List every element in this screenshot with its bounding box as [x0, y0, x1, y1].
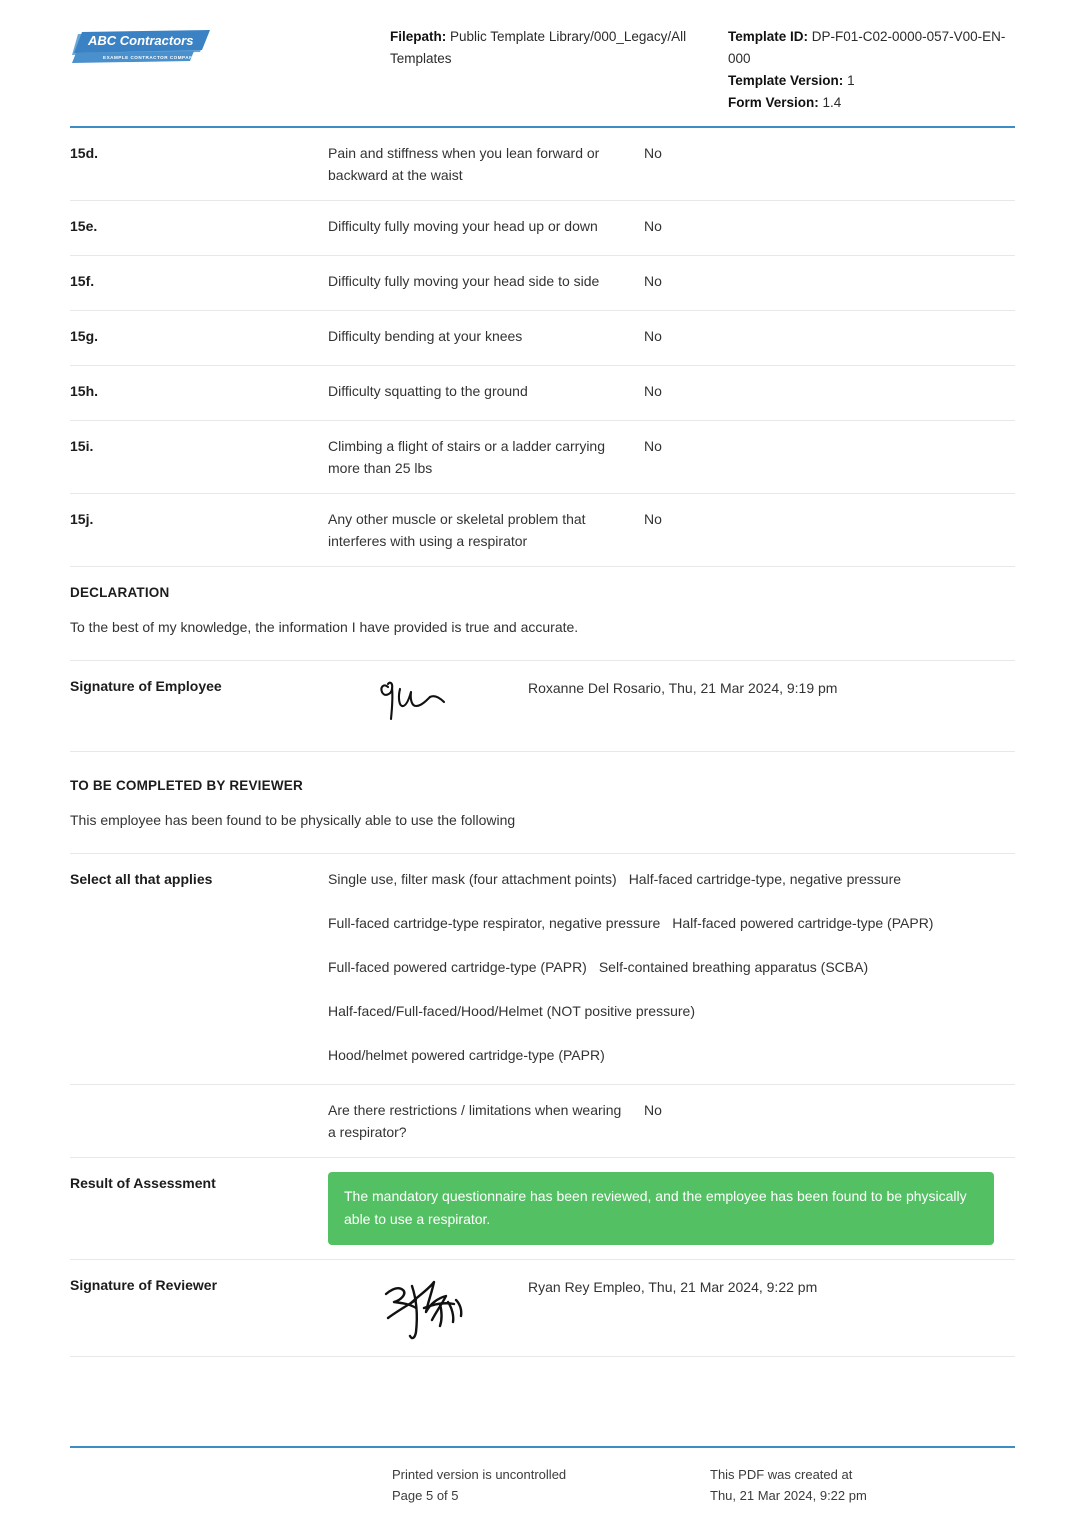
question-number: 15d. — [70, 145, 99, 161]
reviewer-signature-image — [328, 1274, 528, 1346]
option-line — [328, 1000, 1015, 1044]
employee-signature-row — [70, 661, 1015, 752]
template-id-value: DP-F01-C02-0000-057-V00-EN-000 — [728, 29, 1006, 66]
pdf-created-label: This PDF was created at — [710, 1467, 853, 1482]
question-number: 15i. — [70, 438, 94, 454]
header-metadata — [390, 22, 1015, 114]
option-item: Half-faced cartridge-type, negative pressure — [628, 871, 902, 887]
question-answer: No — [644, 145, 662, 161]
declaration-heading: DECLARATION — [70, 585, 170, 600]
template-id-line — [728, 26, 1015, 70]
option-item: Half-faced powered cartridge-type (PAPR) — [672, 915, 934, 931]
template-version-line — [728, 70, 1015, 92]
footer-spacer — [70, 1464, 392, 1506]
signature-icon — [376, 675, 468, 727]
table-row — [70, 128, 1015, 201]
respirator-options-list — [328, 868, 1015, 1066]
option-item: Full-faced powered cartridge-type (PAPR) — [328, 959, 587, 975]
select-all-label: Select all that applies — [70, 871, 213, 887]
declaration-statement: To the best of my knowledge, the information I have provided is true and accurate. — [70, 600, 1015, 661]
restrictions-row — [70, 1085, 1015, 1158]
question-text: Climbing a flight of stairs or a ladder carrying more than 25 lbs — [328, 438, 606, 476]
option-line — [328, 868, 1015, 912]
employee-signature-name: Roxanne Del Rosario, Thu, 21 Mar 2024, 9:19 pm — [528, 680, 838, 696]
question-number: 15f. — [70, 273, 95, 289]
question-text: Pain and stiffness when you lean forward or backward at the waist — [328, 145, 600, 183]
option-item: Single use, filter mask (four attachment points) — [328, 871, 617, 887]
result-label: Result of Assessment — [70, 1175, 216, 1191]
table-row — [70, 421, 1015, 494]
question-answer: No — [644, 383, 662, 399]
document-footer — [0, 1446, 1085, 1506]
result-of-assessment-row — [70, 1158, 1015, 1260]
restrictions-answer: No — [644, 1102, 662, 1118]
filepath-label: Filepath: — [390, 29, 447, 44]
option-item: Hood/helmet powered cartridge-type (PAPR) — [328, 1047, 605, 1063]
logo-brand-text: ABC Contractors — [88, 33, 194, 48]
filepath-block — [390, 26, 710, 114]
option-line — [328, 912, 1015, 956]
form-version-label: Form Version: — [728, 95, 819, 110]
pdf-created-value: Thu, 21 Mar 2024, 9:22 pm — [710, 1488, 867, 1503]
filepath-value: Public Template Library/000_Legacy/All Templates — [390, 29, 687, 66]
template-block — [728, 26, 1015, 114]
table-row — [70, 256, 1015, 311]
table-row — [70, 201, 1015, 256]
page-number: Page 5 of 5 — [392, 1488, 459, 1503]
company-logo — [70, 22, 390, 66]
question-answer: No — [644, 438, 662, 454]
template-version-value: 1 — [847, 73, 855, 88]
form-version-value: 1.4 — [822, 95, 842, 110]
question-number: 15g. — [70, 328, 99, 344]
question-text: Difficulty bending at your knees — [328, 328, 523, 344]
reviewer-statement: This employee has been found to be physically able to use the following — [70, 793, 1015, 854]
question-answer: No — [644, 511, 662, 527]
signature-icon — [376, 1274, 486, 1346]
reviewer-heading: TO BE COMPLETED BY REVIEWER — [70, 778, 303, 793]
status-badge: The mandatory questionnaire has been reviewed, and the employee has been found to be physically able to use a respirator. — [328, 1172, 994, 1245]
restrictions-question: Are there restrictions / limitations when wearing a respirator? — [328, 1102, 622, 1140]
reviewer-signature-name: Ryan Rey Empleo, Thu, 21 Mar 2024, 9:22 pm — [528, 1279, 818, 1295]
printed-notice: Printed version is uncontrolled — [392, 1467, 567, 1482]
logo-banner-icon — [70, 30, 212, 66]
form-version-line — [728, 92, 1015, 114]
option-item: Full-faced cartridge-type respirator, negative pressure — [328, 915, 661, 931]
filepath-line — [390, 26, 710, 70]
employee-signature-image — [328, 675, 528, 727]
footer-left-block — [392, 1464, 710, 1506]
table-row — [70, 311, 1015, 366]
question-text: Any other muscle or skeletal problem that interferes with using a respirator — [328, 511, 586, 549]
option-item: Half-faced/Full-faced/Hood/Helmet (NOT positive pressure) — [328, 1003, 695, 1019]
select-all-row — [70, 854, 1015, 1085]
template-id-label: Template ID: — [728, 29, 809, 44]
table-row — [70, 366, 1015, 421]
employee-signature-label: Signature of Employee — [70, 678, 222, 694]
template-version-label: Template Version: — [728, 73, 844, 88]
question-text: Difficulty squatting to the ground — [328, 383, 528, 399]
question-answer: No — [644, 273, 662, 289]
questions-table — [70, 128, 1015, 567]
question-answer: No — [644, 218, 662, 234]
document-header — [0, 0, 1085, 114]
question-number: 15h. — [70, 383, 99, 399]
logo-tagline-text: EXAMPLE CONTRACTOR COMPANY — [103, 55, 197, 60]
question-number: 15j. — [70, 511, 94, 527]
document-content — [0, 128, 1085, 1357]
question-number: 15e. — [70, 218, 98, 234]
table-row — [70, 494, 1015, 567]
footer-right-block — [710, 1464, 1015, 1506]
option-item: Self-contained breathing apparatus (SCBA) — [598, 959, 869, 975]
reviewer-signature-row — [70, 1260, 1015, 1357]
reviewer-signature-label: Signature of Reviewer — [70, 1277, 218, 1293]
question-answer: No — [644, 328, 662, 344]
option-line — [328, 956, 1015, 1000]
option-line — [328, 1044, 1015, 1066]
question-text: Difficulty fully moving your head up or down — [328, 218, 598, 234]
question-text: Difficulty fully moving your head side to side — [328, 273, 600, 289]
